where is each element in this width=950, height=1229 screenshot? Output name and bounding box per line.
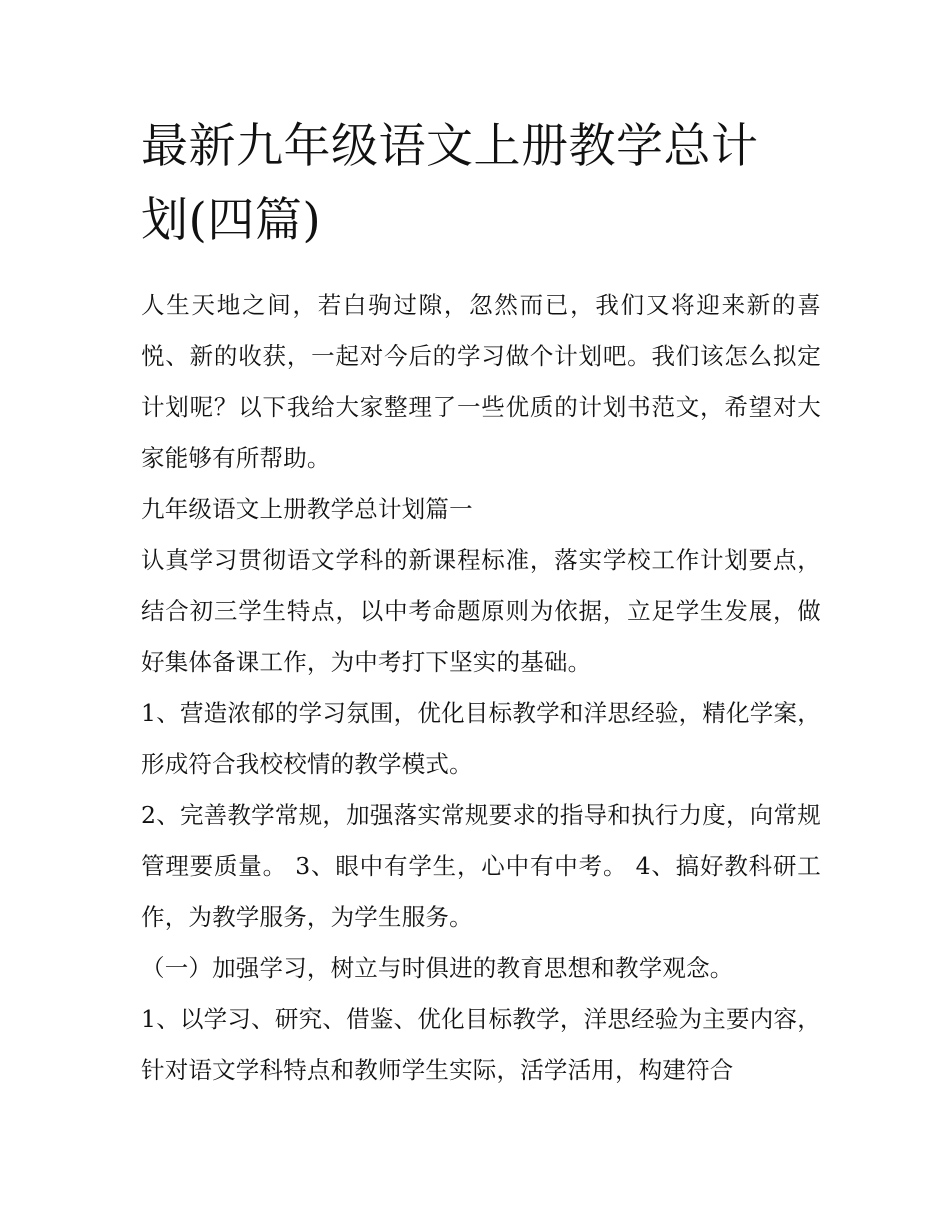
list-item: 2、完善教学常规，加强落实常规要求的指导和执行力度，向常规管理要质量。 3、眼中有学生，心中有中考。 4、搞好教科研工作，为教学服务，为学生服务。: [141, 801, 821, 931]
title-line-2: 划(四篇): [141, 193, 322, 248]
document-title: [141, 110, 821, 258]
intro-paragraph: 人生天地之间，若白驹过隙，忽然而已，我们又将迎来新的喜悦、新的收获，一起对今后的学习做个计划吧。我们该怎么拟定计划呢？以下我给大家整理了一些优质的计划书范文，希望对大家能够有所帮助。: [141, 291, 821, 472]
section-heading: 九年级语文上册教学总计划篇一: [141, 495, 473, 523]
subsection-heading: （一）加强学习，树立与时俱进的教育思想和教学观念。: [141, 954, 734, 982]
list-item: 1、营造浓郁的学习氛围，优化目标教学和洋思经验，精化学案，形成符合我校校情的教学模式。: [141, 699, 821, 778]
body-paragraph: 认真学习贯彻语文学科的新课程标准，落实学校工作计划要点，结合初三学生特点，以中考命题原则为依据，立足学生发展，做好集体备课工作，为中考打下坚实的基础。: [141, 546, 821, 676]
title-line-1: 最新九年级语文上册教学总计: [141, 119, 759, 174]
list-item: 1、以学习、研究、借鉴、优化目标教学，洋思经验为主要内容，针对语文学科特点和教师学生实际，活学活用，构建符合: [141, 1005, 821, 1084]
document-page: [141, 110, 821, 1096]
